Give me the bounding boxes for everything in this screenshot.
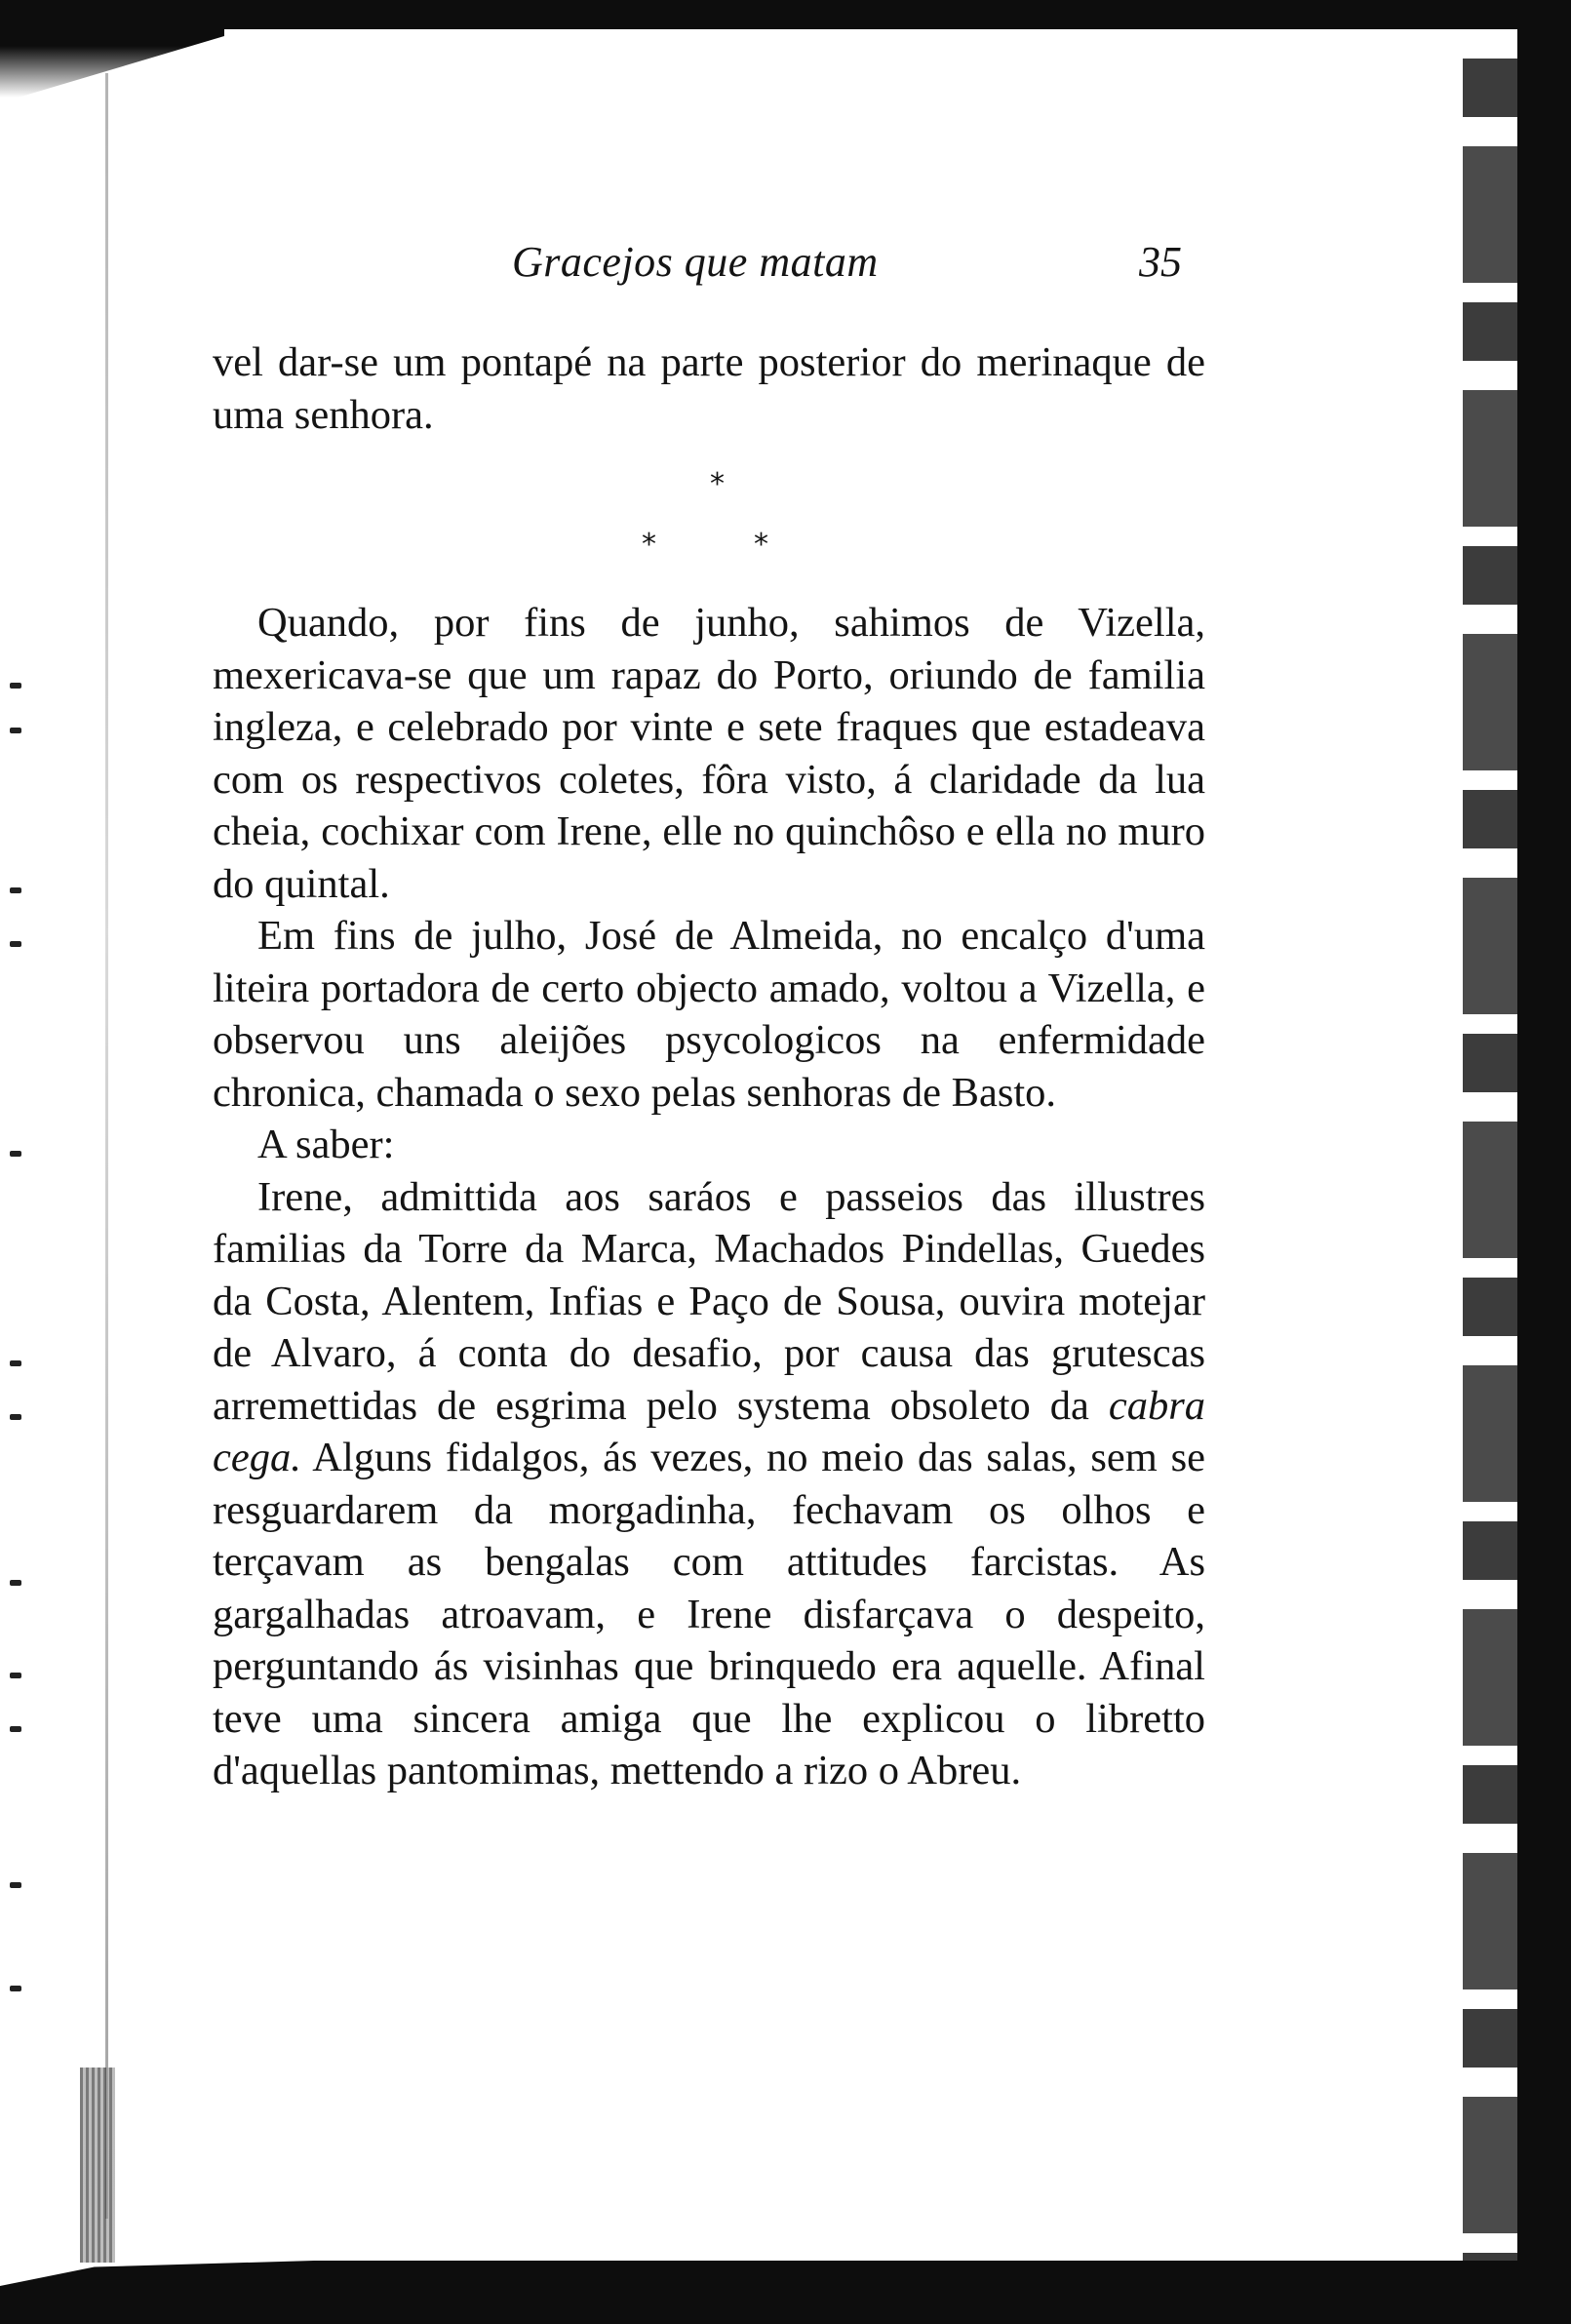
paragraph-quando: Quando, por fins de junho, sahimos de Vizella, mexericava-se que um rapaz do Porto, oriundo de familia ingleza, e celebrado por vinte e sete fraques que estadeava com os respectivos coletes, fôra visto, á claridade da lua cheia, cochixar com Irene, elle no quinchôso e ella no muro do quintal. [213,600,1205,907]
margin-mark [10,1151,21,1157]
scan-border-bottom [0,2261,1571,2324]
margin-mark [10,1673,21,1678]
margin-mark [10,1580,21,1586]
asterism-star: * [642,528,656,562]
margin-mark [10,728,21,733]
scan-page-edge-right [1463,59,1517,2302]
paragraph-irene-part-1: Irene, admittida aos saráos e passeios das illustres familias da Torre da Marca, Machados Pindellas, Guedes da Costa, Alentem, Infias e Paço de Sousa, ouvira motejar de Alvaro, á conta do desafio, por causa das grutescas arremettidas de esgrima pelo systema obsoleto da [213,1173,1205,1429]
italic-phrase: cabra cega. [213,1382,1206,1480]
margin-mark [10,1360,21,1366]
margin-mark [10,1882,21,1888]
page-number: 35 [1139,238,1182,286]
margin-mark [10,1414,21,1420]
paragraph-continuation: vel dar-se um pontapé na parte posterior do merinaque de uma senhora. [213,339,1205,438]
asterism-star: * [710,467,725,501]
scan-border-top [0,0,1571,29]
page-body [213,336,1205,1797]
running-title: Gracejos que matam [512,238,879,286]
scan-smudge [80,2068,115,2263]
scan-border-right [1517,0,1571,2324]
margin-mark [10,1986,21,1991]
scan-shadow-top-left [0,29,224,98]
paragraph-a-saber: A saber: [257,1122,395,1167]
margin-mark [10,683,21,689]
paragraph-irene [213,1171,1205,1797]
margin-mark [10,1726,21,1732]
scan-gutter-line [105,73,108,2219]
asterism-star: * [754,528,768,562]
margin-mark [10,941,21,947]
paragraph-irene-part-2: Alguns fidalgos, ás vezes, no meio das salas, sem se resguardarem da morgadinha, fechavam os olhos e terçavam as bengalas com attitudes farcistas. As gargalhadas atroavam, e Irene disfarçava o despeito, perguntando ás visinhas que brinquedo era aquelle. Afinal teve uma sincera amiga que lhe explicou o libretto d'aquellas pantomimas, mettendo a rizo o Abreu. [213,1435,1205,1793]
margin-mark [10,887,21,893]
paragraph-julho: Em fins de julho, José de Almeida, no encalço d'uma liteira portadora de certo objecto amado, voltou a Vizella, e observou uns aleijões psycologicos na enfermidade chronica, chamada o sexo pelas senhoras de Basto. [213,913,1205,1116]
running-head [0,237,1571,295]
asterism-divider [213,441,1205,597]
